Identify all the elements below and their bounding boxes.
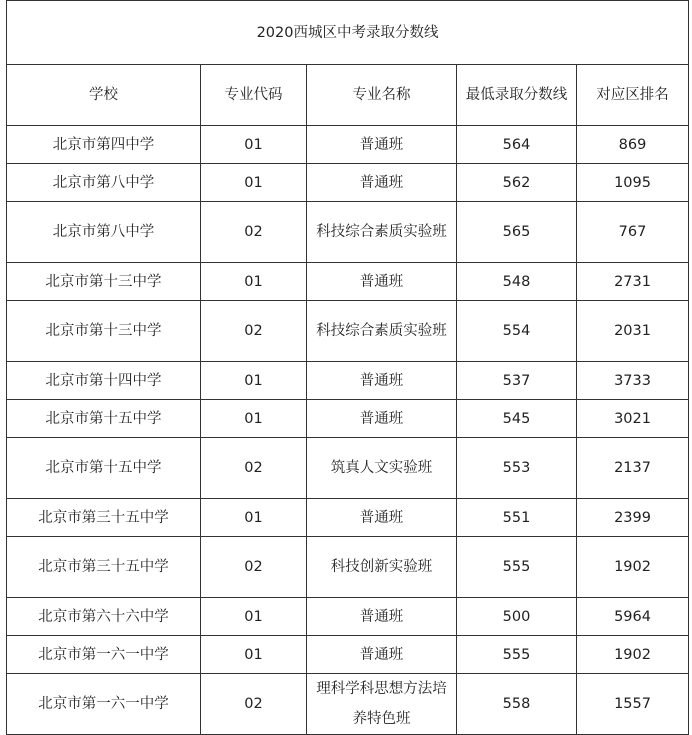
cell-major: 普通班 — [307, 499, 457, 537]
cell-school: 北京市第十五中学 — [7, 438, 201, 499]
cell-major: 普通班 — [307, 263, 457, 301]
cell-major: 普通班 — [307, 126, 457, 164]
cell-code: 02 — [201, 438, 307, 499]
cell-score: 537 — [457, 362, 577, 400]
column-header-code: 专业代码 — [201, 65, 307, 126]
cell-school: 北京市第十四中学 — [7, 362, 201, 400]
table-row — [7, 537, 689, 598]
cell-rank: 1902 — [577, 537, 689, 598]
cell-school: 北京市第十三中学 — [7, 301, 201, 362]
cell-school: 北京市第四中学 — [7, 126, 201, 164]
cell-major: 普通班 — [307, 164, 457, 202]
cell-rank: 3021 — [577, 400, 689, 438]
cell-school: 北京市第三十五中学 — [7, 499, 201, 537]
cell-major: 普通班 — [307, 362, 457, 400]
cell-code: 02 — [201, 674, 307, 735]
table-row — [7, 400, 689, 438]
cell-rank: 2731 — [577, 263, 689, 301]
cell-code: 02 — [201, 202, 307, 263]
table-row — [7, 636, 689, 674]
cell-rank: 2031 — [577, 301, 689, 362]
cell-score: 558 — [457, 674, 577, 735]
cell-score: 548 — [457, 263, 577, 301]
cell-score: 555 — [457, 537, 577, 598]
column-header-score: 最低录取分数线 — [457, 65, 577, 126]
table-row — [7, 301, 689, 362]
table-title-row — [7, 1, 689, 65]
cell-rank: 1557 — [577, 674, 689, 735]
cell-school: 北京市第十三中学 — [7, 263, 201, 301]
cell-school: 北京市第三十五中学 — [7, 537, 201, 598]
column-header-rank: 对应区排名 — [577, 65, 689, 126]
cell-school: 北京市第一六一中学 — [7, 674, 201, 735]
cell-rank: 2399 — [577, 499, 689, 537]
cell-rank: 5964 — [577, 598, 689, 636]
cell-score: 555 — [457, 636, 577, 674]
cell-major: 科技创新实验班 — [307, 537, 457, 598]
cell-major: 科技综合素质实验班 — [307, 301, 457, 362]
cell-major: 普通班 — [307, 598, 457, 636]
cell-code: 02 — [201, 301, 307, 362]
table-row — [7, 674, 689, 735]
cell-score: 553 — [457, 438, 577, 499]
cell-rank: 1095 — [577, 164, 689, 202]
table-body — [7, 126, 689, 735]
admission-score-table — [6, 0, 689, 735]
cell-score: 564 — [457, 126, 577, 164]
cell-code: 01 — [201, 499, 307, 537]
table-row — [7, 362, 689, 400]
cell-score: 500 — [457, 598, 577, 636]
cell-rank: 2137 — [577, 438, 689, 499]
cell-school: 北京市第八中学 — [7, 164, 201, 202]
cell-major: 普通班 — [307, 400, 457, 438]
table-row — [7, 438, 689, 499]
cell-score: 554 — [457, 301, 577, 362]
cell-code: 01 — [201, 126, 307, 164]
cell-rank: 869 — [577, 126, 689, 164]
cell-major: 理科学科思想方法培养特色班 — [307, 674, 457, 735]
table-row — [7, 499, 689, 537]
cell-code: 01 — [201, 636, 307, 674]
cell-major: 普通班 — [307, 636, 457, 674]
cell-school: 北京市第十五中学 — [7, 400, 201, 438]
cell-rank: 767 — [577, 202, 689, 263]
column-header-school: 学校 — [7, 65, 201, 126]
table-row — [7, 202, 689, 263]
cell-school: 北京市第八中学 — [7, 202, 201, 263]
cell-major: 筑真人文实验班 — [307, 438, 457, 499]
table-row — [7, 598, 689, 636]
cell-code: 01 — [201, 164, 307, 202]
table-row — [7, 164, 689, 202]
cell-school: 北京市第一六一中学 — [7, 636, 201, 674]
cell-code: 01 — [201, 598, 307, 636]
cell-score: 565 — [457, 202, 577, 263]
cell-code: 01 — [201, 263, 307, 301]
cell-score: 551 — [457, 499, 577, 537]
column-header-major: 专业名称 — [307, 65, 457, 126]
table-title: 2020西城区中考录取分数线 — [7, 1, 689, 65]
cell-score: 545 — [457, 400, 577, 438]
cell-score: 562 — [457, 164, 577, 202]
cell-code: 01 — [201, 400, 307, 438]
table-header-row — [7, 65, 689, 126]
cell-rank: 3733 — [577, 362, 689, 400]
cell-rank: 1902 — [577, 636, 689, 674]
cell-major: 科技综合素质实验班 — [307, 202, 457, 263]
table-row — [7, 126, 689, 164]
cell-code: 02 — [201, 537, 307, 598]
score-table-container — [6, 0, 688, 735]
cell-school: 北京市第六十六中学 — [7, 598, 201, 636]
table-row — [7, 263, 689, 301]
cell-code: 01 — [201, 362, 307, 400]
